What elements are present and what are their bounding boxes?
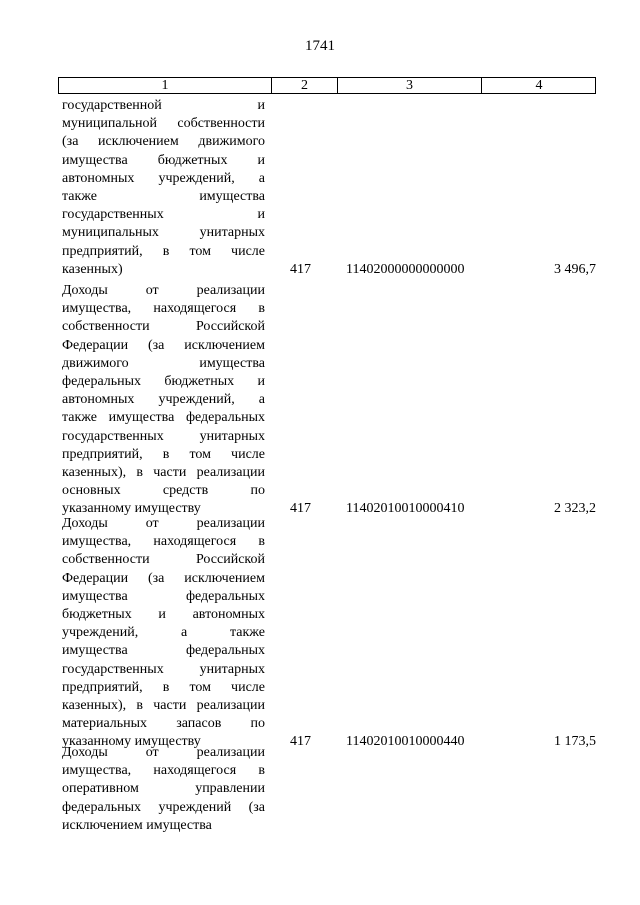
description-line: имущества федеральных	[62, 588, 265, 604]
budget-code: 11402010010000440	[346, 734, 465, 750]
description-line: основных средств по	[62, 483, 265, 499]
row-description	[62, 282, 265, 519]
description-line: бюджетных и автономных	[62, 607, 265, 623]
amount: 3 496,7	[554, 261, 596, 277]
description-line: исключением имущества	[62, 817, 212, 833]
budget-code: 11402010010000410	[346, 501, 465, 517]
description-line: казенных)	[62, 261, 123, 277]
description-line: муниципальных унитарных	[62, 225, 265, 241]
description-line: имущества федеральных	[62, 643, 265, 659]
header-col-4: 4	[535, 78, 543, 93]
description-line: казенных), в части реализации	[62, 465, 265, 481]
description-line: Доходы от реализации	[62, 283, 265, 298]
description-line: государственной и	[62, 98, 265, 113]
description-line: (за исключением движимого	[62, 134, 265, 150]
row-description	[62, 97, 265, 279]
admin-code: 417	[290, 261, 311, 277]
description-line: государственных унитарных	[62, 661, 265, 677]
description-line: движимого имущества	[62, 355, 265, 371]
description-line: указанному имуществу	[62, 734, 201, 750]
description-line: Доходы от реализации	[62, 745, 265, 760]
description-line: государственных и	[62, 207, 265, 223]
table-header	[58, 77, 596, 94]
description-line: также имущества федеральных	[62, 410, 265, 426]
description-line: имущества, находящегося в	[62, 534, 265, 550]
page-number: 1741	[305, 38, 335, 54]
description-line: автономных учреждений, а	[62, 170, 265, 186]
admin-code: 417	[290, 501, 311, 517]
description-line: имущества, находящегося в	[62, 763, 265, 779]
budget-code: 11402000000000000	[346, 261, 465, 277]
amount: 2 323,2	[554, 501, 596, 517]
admin-code: 417	[290, 734, 311, 750]
description-line: автономных учреждений, а	[62, 392, 265, 408]
header-col-3: 3	[338, 78, 482, 93]
description-line: федеральных учреждений (за	[62, 799, 265, 815]
description-line: имущества бюджетных и	[62, 152, 265, 168]
description-line: казенных), в части реализации	[62, 698, 265, 714]
description-line: также имущества	[62, 189, 265, 205]
description-line: предприятий, в том числе	[62, 243, 265, 259]
description-line: имущества, находящегося в	[62, 301, 265, 317]
description-line: указанному имуществу	[62, 501, 201, 517]
description-line: государственных унитарных	[62, 428, 265, 444]
description-line: собственности Российской	[62, 319, 265, 335]
description-line: учреждений, а также	[62, 625, 265, 641]
description-line: собственности Российской	[62, 552, 265, 568]
description-line: муниципальной собственности	[62, 116, 265, 132]
row-description	[62, 515, 265, 752]
description-line: Доходы от реализации	[62, 516, 265, 531]
description-line: федеральных бюджетных и	[62, 374, 265, 390]
description-line: предприятий, в том числе	[62, 679, 265, 695]
description-line: Федерации (за исключением	[62, 570, 265, 586]
description-line: материальных запасов по	[62, 716, 265, 732]
row-description	[62, 744, 265, 835]
description-line: предприятий, в том числе	[62, 446, 265, 462]
header-col-1: 1	[59, 78, 272, 93]
amount: 1 173,5	[554, 734, 596, 750]
description-line: оперативном управлении	[62, 781, 265, 797]
description-line: Федерации (за исключением	[62, 337, 265, 353]
header-col-2: 2	[272, 78, 338, 93]
